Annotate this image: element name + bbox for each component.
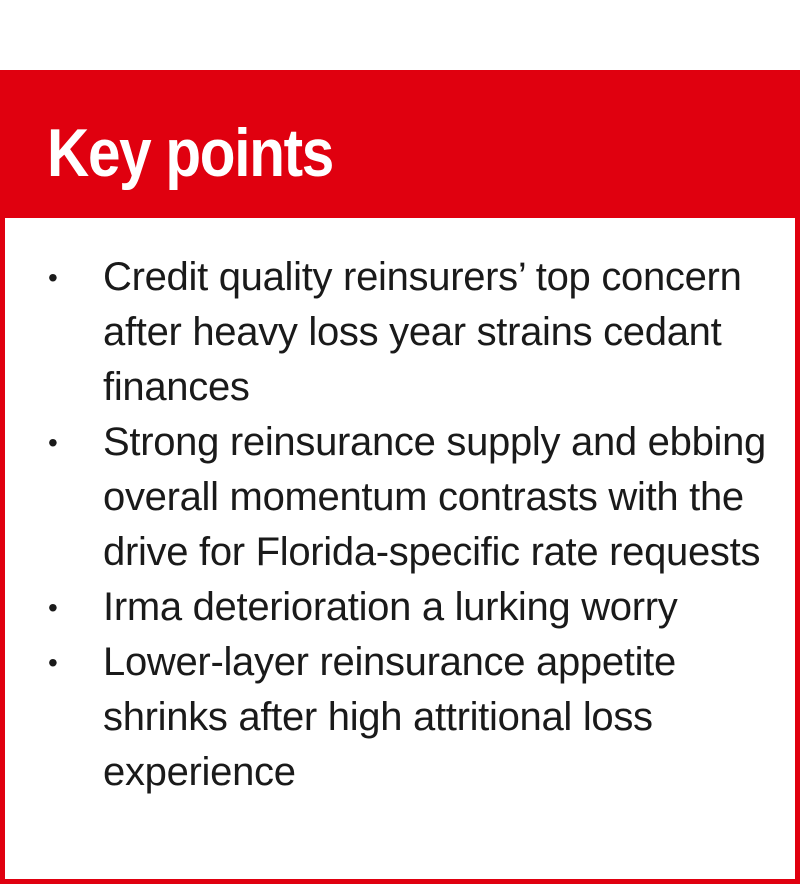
bullet-icon: • (48, 427, 58, 458)
key-points-panel (0, 70, 800, 884)
list-item-text: Strong reinsurance supply and ebbing overall momentum contrasts with the drive for Florida-specific rate requests (103, 420, 766, 574)
list-item (5, 580, 795, 635)
bullet-icon: • (48, 262, 58, 293)
list-item (5, 415, 795, 580)
list-item-text: Irma deterioration a lurking worry (103, 585, 678, 629)
list-item-text: Credit quality reinsurers’ top concern after heavy loss year strains cedant finances (103, 255, 742, 409)
list-item (5, 635, 795, 800)
bullet-icon: • (48, 647, 58, 678)
list-item-text: Lower-layer reinsurance appetite shrinks after high attritional loss experience (103, 640, 676, 794)
panel-title: Key points (47, 115, 334, 191)
panel-header (5, 75, 795, 218)
bullet-icon: • (48, 592, 58, 623)
list-item (5, 250, 795, 415)
key-points-list (5, 250, 795, 800)
